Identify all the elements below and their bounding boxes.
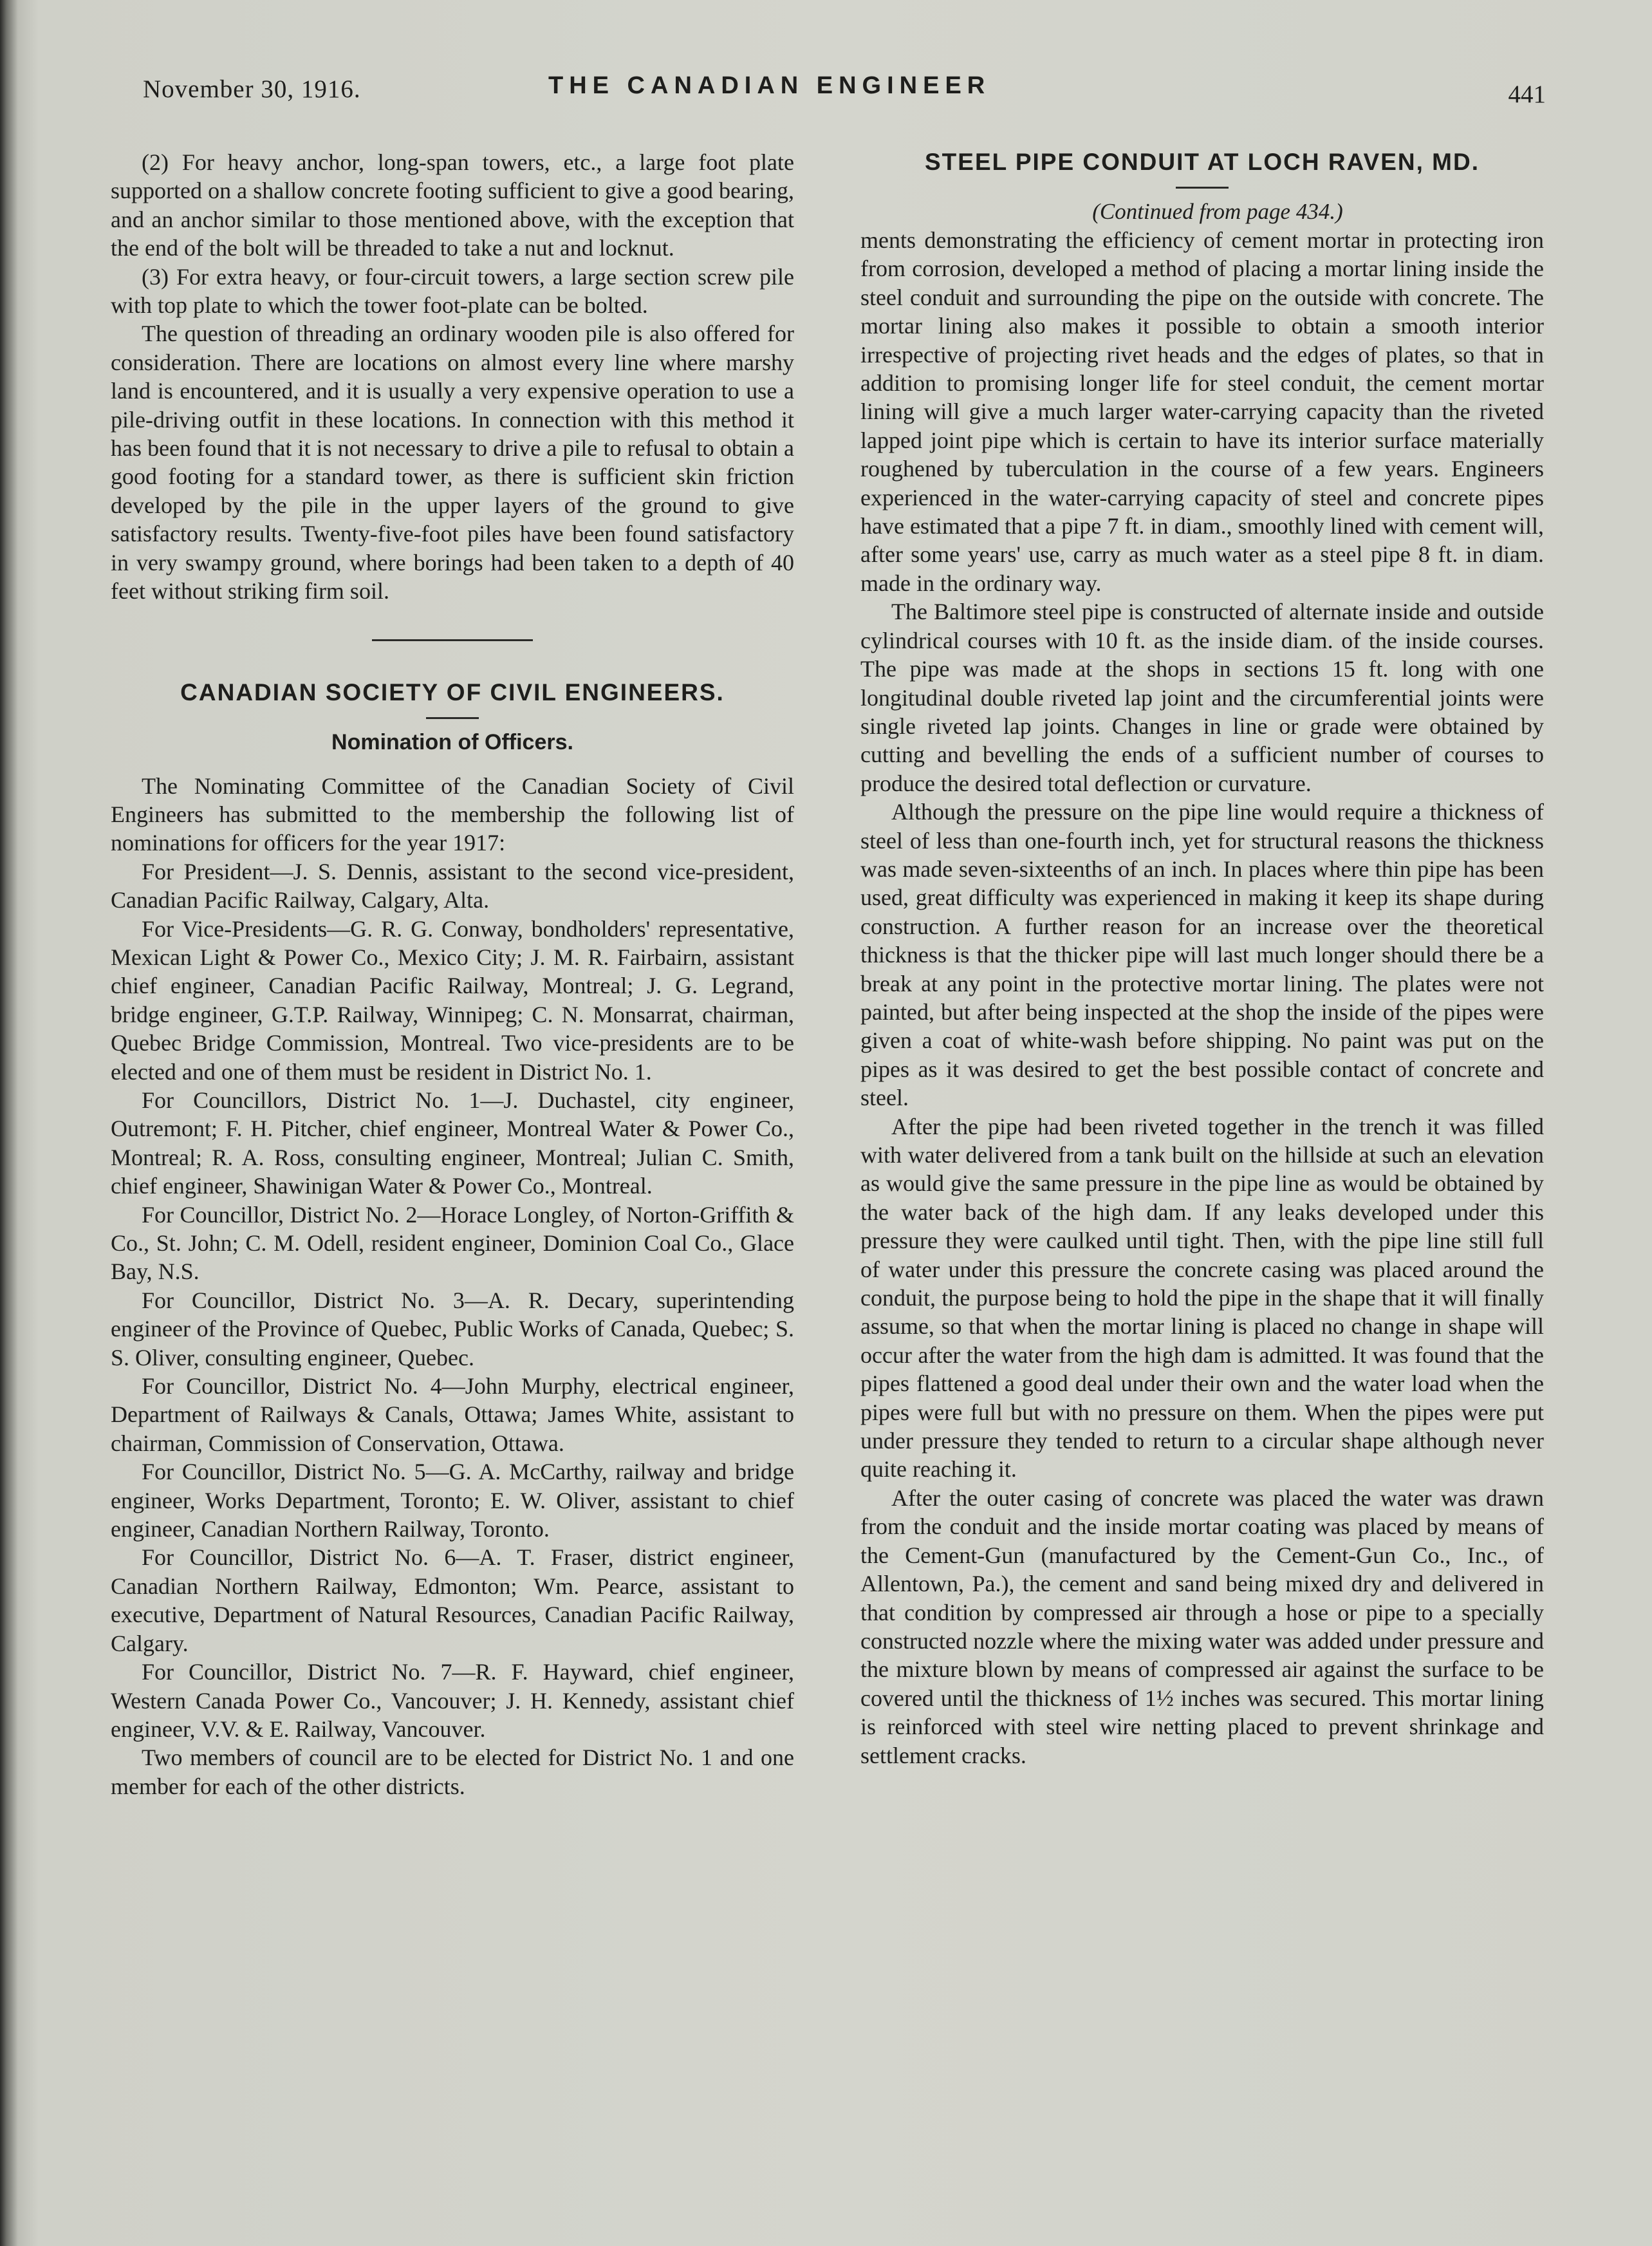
paragraph: After the pipe had been riveted together in the trench it was filled with water delivered from a tank built on the hillside at such an elevation as would give the same pressure in the pipe line as would be obtained by the water back of the high dam. If any leaks developed under this pressure they were caulked until tight. Then, with the pipe line still full of water under this pressure the concrete casing was placed around the conduit, the purpose being to hold the pipe in the shape that it will finally assume, so that when the mortar lining is placed no change in shape will occur after the water from the high dam is admitted. It was found that the pipes flattened a good deal under their own and the water load when the pipes were full but with no pressure on them. When the pipes were put under pressure they tended to return to a circular shape although never quite reaching it.: [860, 1113, 1544, 1483]
paragraph: After the outer casing of concrete was placed the water was drawn from the conduit and the inside mortar coating was placed by means of the Cement-Gun (manufactured by the Cement-Gun Co., Inc., of Allentown, Pa.), the cement and sand being mixed dry and delivered in that condition by compressed air through a hose or pipe to a specially constructed nozzle where the mixing water was added under pressure and the mixture blown by means of compressed air against the surface to be covered until the thickness of 1½ inches was secured. This mortar lining is reinforced with steel wire netting placed to prevent shrinkage and settlement cracks.: [860, 1484, 1544, 1768]
paragraph: The Nominating Committee of the Canadian Society of Civil Engineers has submitted to the membership the following list of nominations for officers for the year 1917:: [111, 772, 794, 856]
article-heading: STEEL PIPE CONDUIT AT LOCH RAVEN, MD.: [924, 149, 1480, 175]
paragraph: Although the pressure on the pipe line would require a thickness of steel of less than one-fourth inch, yet for structural reasons the thickness was made seven-sixteenths of an inch. In places where thin pipe has been used, great difficulty was experienced in making it keep its shape during construction. A further reason for an increase over the theoretical thickness is that the thicker pipe will last much longer should there be a break at any point in the protective mortar lining. The plates were not painted, but after being inspected at the shop the inside of the pipes were given a coat of white-wash before shipping. No paint was put on the pipes as it was desired to get the best possible contact of concrete and steel.: [860, 799, 1544, 1111]
continued-note: (Continued from page 434.): [1092, 199, 1343, 224]
left-column: [111, 148, 794, 1801]
nomination-district-7: For Councillor, District No. 7—R. F. Hayward, chief engineer, Western Canada Power Co., Vancouver; J. H. Kennedy, assistant chief engineer, V.V. & E. Railway, Vancouver.: [111, 1659, 794, 1742]
paragraph: (2) For heavy anchor, long-span towers, etc., a large foot plate supported on a shallow concrete footing sufficient to give a good bearing, and an anchor similar to those mentioned above, with the exception that the end of the bolt will be threaded to take a nut and locknut.: [111, 149, 794, 261]
paragraph: The Baltimore steel pipe is constructed of alternate inside and outside cylindrical courses with 10 ft. as the inside diam. of the inside courses. The pipe was made at the shops in sections 15 ft. long with one longitudinal double riveted lap joint and the circumferential joints were single riveted lap joints. Changes in line or grade were obtained by cutting and bevelling the ends of a sufficient number of courses to produce the desired total deflection or curvature.: [860, 599, 1544, 796]
paragraph: The question of threading an ordinary wooden pile is also offered for consideration. There are locations on almost every line where marshy land is encountered, and it is usually a very expensive operation to use a pile-driving outfit in these locations. In connection with this method it has been found that it is not necessary to drive a pile to refusal to obtain a good footing for a standard tower, as there is sufficient skin friction developed by the pile in the upper layers of the ground to give satisfactory results. Twenty-five-foot piles have been found satisfactory in very swampy ground, where borings had been taken to a depth of 40 feet without striking firm soil.: [111, 321, 794, 604]
page-number: 441: [1508, 80, 1546, 108]
paragraph: (3) For extra heavy, or four-circuit towers, a large section screw pile with top plate to which the tower foot-plate can be bolted.: [111, 263, 794, 319]
page-header: [143, 70, 1546, 108]
nomination-district-2: For Councillor, District No. 2—Horace Longley, of Norton-Griffith & Co., St. John; C. M. Odell, resident engineer, Dominion Coal Co., Glace Bay, N.S.: [111, 1201, 794, 1285]
section-divider: [372, 639, 533, 641]
right-column: [860, 148, 1544, 1770]
section-subheading: Nomination of Officers.: [331, 729, 573, 754]
heading-rule: [1176, 187, 1229, 189]
nomination-district-1: For Councillors, District No. 1—J. Duchastel, city engineer, Outremont; F. H. Pitcher, chief engineer, Montreal Water & Power Co., Montreal; R. A. Ross, consulting engineer, Montreal; Julian C. Smith, chief engineer, Shawinigan Water & Power Co., Montreal.: [111, 1087, 794, 1199]
paragraph: Two members of council are to be elected for District No. 1 and one member for each of the other districts.: [111, 1745, 794, 1799]
heading-rule: [426, 717, 479, 719]
section-heading: CANADIAN SOCIETY OF CIVIL ENGINEERS.: [180, 678, 725, 706]
nomination-district-5: For Councillor, District No. 5—G. A. McCarthy, railway and bridge engineer, Works Department, Toronto; E. W. Oliver, assistant to chief engineer, Canadian Northern Railway, Toronto.: [111, 1459, 794, 1542]
nomination-vice-presidents: For Vice-Presidents—G. R. G. Conway, bondholders' representative, Mexican Light & Power Co., Mexico City; J. M. R. Fairbairn, assistant chief engineer, Canadian Pacific Railway, Montreal; J. G. Legrand, bridge engineer, G.T.P. Railway, Winnipeg; C. N. Monsarrat, chairman, Quebec Bridge Commission, Montreal. Two vice-presidents are to be elected and one of them must be resident in District No. 1.: [111, 915, 794, 1085]
issue-date: November 30, 1916.: [143, 75, 361, 103]
nomination-president: For President—J. S. Dennis, assistant to the second vice-president, Canadian Pacific Railway, Calgary, Alta.: [111, 858, 794, 913]
paragraph: ments demonstrating the efficiency of cement mortar in protecting iron from corrosion, developed a method of placing a mortar lining inside the steel conduit and surrounding the pipe on the outside with concrete. The mortar lining also makes it possible to obtain a smooth interior irrespective of projecting rivet heads and the edges of plates, so that in addition to promising longer life for steel conduit, the cement mortar lining will give a much larger water-carrying capacity than the riveted lapped joint pipe which is certain to have its interior surface materially roughened by tuberculation in the course of a few years. Engineers experienced in the water-carrying capacity of steel and concrete pipes have estimated that a pipe 7 ft. in diam., smoothly lined with cement will, after some years' use, carry as much water as a steel pipe 8 ft. in diam. made in the ordinary way.: [860, 227, 1544, 596]
nomination-district-6: For Councillor, District No. 6—A. T. Fraser, district engineer, Canadian Northern Railway, Edmonton; Wm. Pearce, assistant to executive, Department of Natural Resources, Canadian Pacific Railway, Calgary.: [111, 1544, 794, 1656]
journal-title: THE CANADIAN ENGINEER: [548, 72, 991, 99]
nomination-district-4: For Councillor, District No. 4—John Murphy, electrical engineer, Department of Railways & Canals, Ottawa; James White, assistant to chairman, Commission of Conservation, Ottawa.: [111, 1373, 794, 1456]
nomination-district-3: For Councillor, District No. 3—A. R. Decary, superintending engineer of the Province of Quebec, Public Works of Canada, Quebec; S. S. Oliver, consulting engineer, Quebec.: [111, 1287, 794, 1371]
